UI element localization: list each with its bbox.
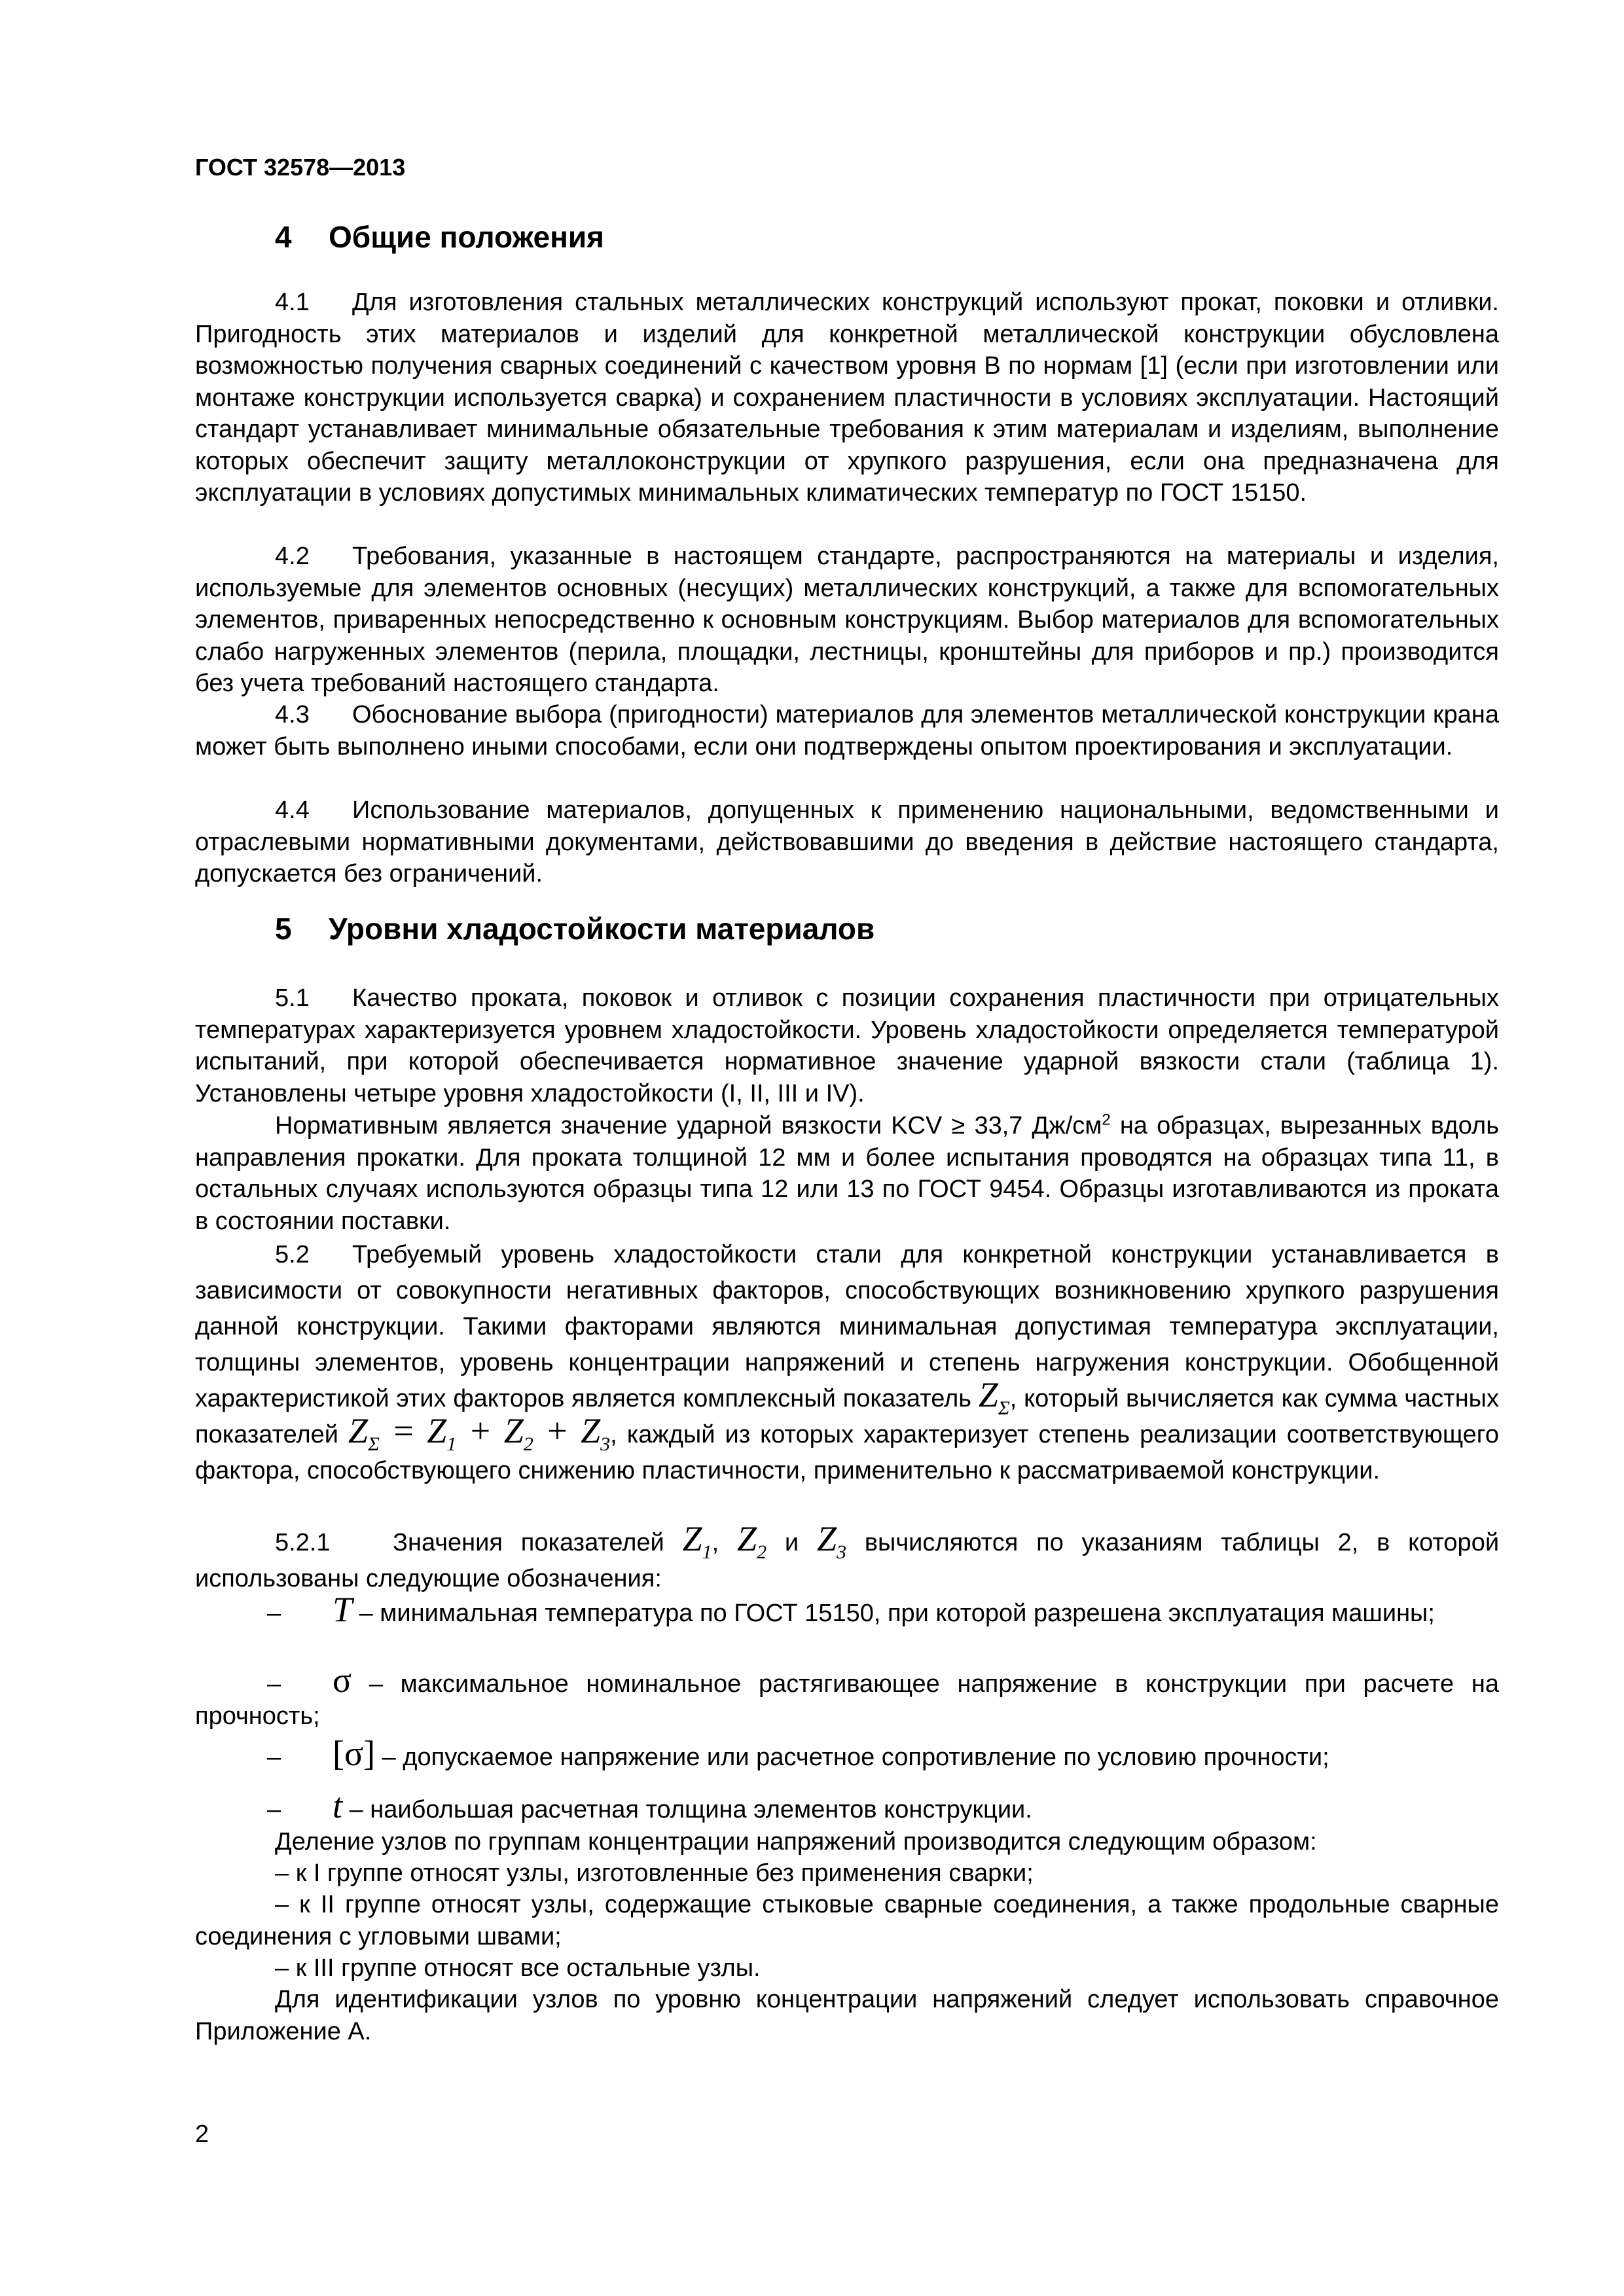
closing-paragraph: Для идентификации узлов по уровню концентрации напряжений следует использовать справочное Приложение А. <box>195 1986 1499 2045</box>
paragraph-text: Значения показателей <box>393 1529 664 1556</box>
section-5-heading <box>275 911 875 946</box>
paragraph-4-1 <box>195 287 1499 509</box>
paragraph-text-cont: вычисляются по указаниям таблицы 2, в которой использованы следующие обозначения: <box>195 1529 1500 1592</box>
formula-z2: $Z_2$ <box>737 1519 767 1563</box>
formula-z1: $Z_1$ <box>682 1519 712 1563</box>
paragraph-5-1 <box>195 982 1499 1109</box>
paragraph-number: 4.4 <box>275 797 310 824</box>
paragraph-number: 4.3 <box>275 701 310 728</box>
page-number: 2 <box>195 2121 209 2148</box>
document-header: ГОСТ 32578—2013 <box>195 154 406 181</box>
paragraph-5-2 <box>195 1237 1499 1489</box>
paragraph-number: 4.2 <box>275 543 310 570</box>
group-item: – к III группе относят все остальные узлы. <box>275 1954 761 1982</box>
formula-z-sigma: $Z_\Sigma$ <box>978 1375 1010 1419</box>
symbol-sigma: σ <box>333 1660 352 1700</box>
paragraph-text: Качество проката, поковок и отливок с позиции сохранения пластичности при отрицательных температурах характеризуется уровнем хладостойкости. Уровень хладостойкости определяется температурой испытаний, при которой обеспечивается нормативное значение ударной вязкости стали (таблица 1). Установлены четыре уровня хладостойкости (I, II, III и IV). <box>195 984 1499 1107</box>
paragraph-4-3 <box>195 699 1499 762</box>
section-title: Общие положения <box>329 220 604 254</box>
definition-item: – [σ] – допускаемое напряжение или расчетное сопротивление по условию прочности; <box>267 1734 1329 1773</box>
paragraph-4-2 <box>195 541 1499 700</box>
section-number: 5 <box>275 912 292 946</box>
paragraph-text: Нормативным является значение ударной вязкости KCV ≥ 33,7 Дж/см <box>275 1112 1102 1139</box>
paragraph-5-2-1: 5.2.1 Значения показателей $Z_1$, $Z_2$ и $Z_3$ вычисляются по указаниям таблицы 2, в которой использованы следующие обозначения: <box>195 1519 1500 1592</box>
paragraph-number: 5.1 <box>275 984 310 1012</box>
symbol-t-upper: T <box>333 1590 353 1629</box>
paragraph-number: 5.2.1 <box>275 1529 331 1556</box>
symbol-allowable-sigma: [σ] <box>333 1734 376 1773</box>
paragraph-4-4 <box>195 795 1499 890</box>
groups-intro: Деление узлов по группам концентрации напряжений производится следующим образом: <box>275 1828 1317 1856</box>
paragraph-text: Требования, указанные в настоящем стандарте, распространяются на материалы и изделия, используемые для элементов основных (несущих) металлических конструкций, а также для вспомогательных элементов, приваренных непосредственно к основным конструкциям. Выбор материалов для вспомогательных слабо нагруженных элементов (перила, площадки, лестницы, кронштейны для приборов и пр.) производится без учета требований настоящего стандарта. <box>195 543 1499 697</box>
paragraph-text: Требуемый уровень хладостойкости стали для конкретной конструкции устанавливается в зависимости от совокупности негативных факторов, способствующих возникновению хрупкого разрушения данной конструкции. Такими факторами являются минимальная допустимая температура эксплуатации, толщины элементов, уровень концентрации напряжений и степень нагружения конструкции. Обобщенной характеристикой этих факторов является комплексный показатель <box>195 1241 1499 1412</box>
paragraph-text: Для изготовления стальных металлических конструкций используют прокат, поковки и отливки. Пригодность этих материалов и изделий для конкретной металлической конструкции обусловлена возможностью получения сварных соединений с качеством уровня В по нормам [1] (если при изготовлении или монтаже конструкции используется сварка) и сохранением пластичности в условиях эксплуатации. Настоящий стандарт устанавливает минимальные обязательные требования к этим материалам и изделиям, выполнение которых обеспечит защиту металлоконструкции от хрупкого разрушения, если она предназначена для эксплуатации в условиях допустимых минимальных климатических температур по ГОСТ 15150. <box>195 289 1499 507</box>
paragraph-text: Использование материалов, допущенных к применению национальными, ведомственными и отраслевыми нормативными документами, действовавшими до введения в действие настоящего стандарта, допускается без ограничений. <box>195 797 1499 888</box>
superscript: 2 <box>1102 1111 1111 1129</box>
section-4-heading <box>275 219 604 255</box>
definition-item: – t – наибольшая расчетная толщина элементов конструкции. <box>267 1786 1032 1825</box>
section-title: Уровни хладостойкости материалов <box>329 912 875 946</box>
definition-item: – σ – максимальное номинальное растягивающее напряжение в конструкции при расчете на прочность; <box>195 1660 1499 1730</box>
paragraph-text: Обоснование выбора (пригодности) материалов для элементов металлической конструкции крана может быть выполнено иными способами, если они подтверждены опытом проектирования и эксплуатации. <box>195 701 1499 761</box>
paragraph-number: 5.2 <box>275 1241 310 1268</box>
paragraph-text-cont: , который вычисляется как сумма частных показателей <box>195 1385 1499 1448</box>
symbol-t-lower: t <box>333 1786 343 1825</box>
formula-sum: $Z_\Sigma = Z_1 + Z_2 + Z_3$ <box>348 1411 611 1455</box>
paragraph-text-cont: на образцах, вырезанных вдоль направления прокатки. Для проката толщиной 12 мм и более испытания проводятся на образцах типа 11, в остальных случаях используются образцы типа 12 или 13 по ГОСТ 9454. Образцы изготавливаются из проката в состоянии поставки. <box>195 1112 1499 1235</box>
section-number: 4 <box>275 220 292 254</box>
group-item: – к II группе относят узлы, содержащие стыковые сварные соединения, а также продольные сварные соединения с угловыми швами; <box>195 1891 1499 1950</box>
formula-z3: $Z_3$ <box>816 1519 847 1563</box>
definition-item: – T – минимальная температура по ГОСТ 15150, при которой разрешена эксплуатация машины; <box>267 1590 1435 1629</box>
paragraph-number: 4.1 <box>275 289 310 316</box>
group-item: – к I группе относят узлы, изготовленные без применения сварки; <box>275 1859 1034 1887</box>
paragraph-5-1-kcv <box>195 1110 1499 1237</box>
paragraph-text-cont: , каждый из которых характеризует степень реализации соответствующего фактора, способствующего снижению пластичности, применительно к рассматриваемой конструкции. <box>195 1421 1499 1484</box>
